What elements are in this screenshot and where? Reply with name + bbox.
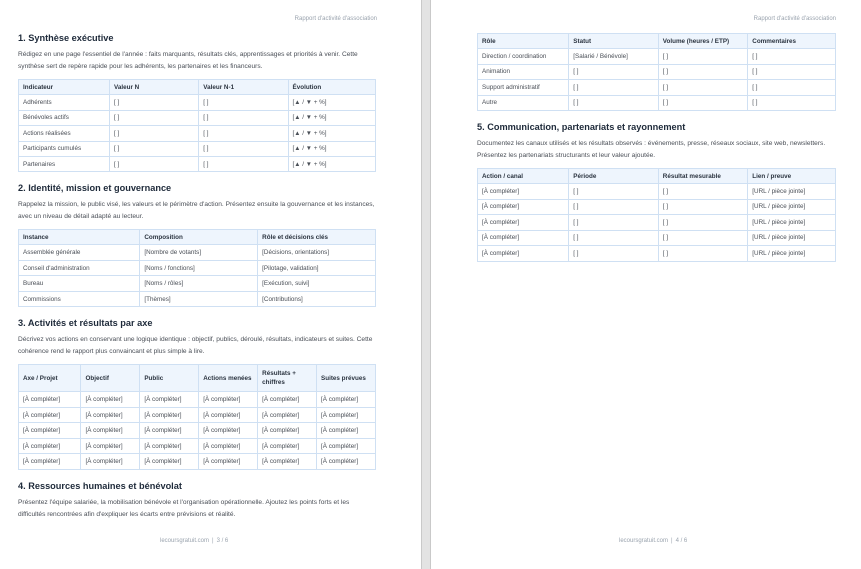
table-cell[interactable]: [ ]: [569, 230, 659, 246]
table-header-row: [19, 80, 376, 95]
column-header: Objectif: [81, 365, 140, 392]
row-label-cell: [À compléter]: [19, 423, 81, 439]
table-cell[interactable]: [ ]: [110, 110, 199, 125]
table-cell[interactable]: [ ]: [658, 215, 748, 231]
table-row: [19, 438, 376, 454]
table-row: [19, 141, 376, 156]
table-cell[interactable]: [ ]: [748, 80, 836, 96]
table-row: [19, 156, 376, 171]
table-cell[interactable]: [À compléter]: [81, 423, 140, 439]
row-label-cell: Actions réalisées: [19, 126, 110, 141]
row-label-cell: Support administratif: [478, 80, 569, 96]
footer-separator: |: [212, 538, 214, 544]
column-header: Volume (heures / ETP): [658, 34, 748, 49]
table-row: [478, 246, 836, 262]
column-header: Rôle: [478, 34, 569, 49]
column-header: Axe / Projet: [19, 365, 81, 392]
table-cell[interactable]: [À compléter]: [317, 454, 376, 470]
table-cell[interactable]: [À compléter]: [258, 438, 317, 454]
section-title: 3. Activités et résultats par axe: [18, 318, 153, 329]
table-row: [478, 215, 836, 231]
section-title: 1. Synthèse exécutive: [18, 33, 114, 43]
table-cell[interactable]: [À compléter]: [140, 438, 199, 454]
row-label-cell: Assemblée générale: [19, 245, 140, 261]
running-header: Rapport d'activité d'association: [753, 16, 836, 22]
column-header: Instance: [19, 230, 140, 245]
table-row: [478, 95, 836, 111]
table-header-row: [478, 169, 836, 184]
page-footer: [160, 538, 228, 544]
table-row: [19, 95, 376, 110]
row-label-cell: [À compléter]: [478, 184, 569, 200]
table-row: [19, 110, 376, 125]
table-cell[interactable]: [Pilotage, validation]: [258, 260, 376, 276]
row-label-cell: [À compléter]: [478, 230, 569, 246]
table-cell[interactable]: [Noms / rôles]: [140, 276, 258, 292]
table-cell[interactable]: [ ]: [658, 80, 748, 96]
table-cell[interactable]: [Thèmes]: [140, 291, 258, 307]
row-label-cell: [À compléter]: [478, 246, 569, 262]
table-cell[interactable]: [À compléter]: [81, 438, 140, 454]
governance-table: [18, 229, 376, 307]
table-cell[interactable]: [À compléter]: [81, 407, 140, 423]
table-cell[interactable]: [ ]: [110, 95, 199, 110]
table-cell[interactable]: [▲ / ▼ + %]: [288, 156, 375, 171]
table-cell[interactable]: [À compléter]: [199, 438, 258, 454]
table-cell[interactable]: [À compléter]: [140, 454, 199, 470]
table-row: [19, 454, 376, 470]
table-row: [19, 291, 376, 307]
row-label-cell: [À compléter]: [19, 438, 81, 454]
column-header: Résultats + chiffres: [258, 365, 317, 392]
table-cell[interactable]: [ ]: [569, 246, 659, 262]
table-cell[interactable]: [Nombre de votants]: [140, 245, 258, 261]
section-activities-results: [18, 317, 376, 470]
row-label-cell: Bénévoles actifs: [19, 110, 110, 125]
table-cell[interactable]: [À compléter]: [81, 454, 140, 470]
activities-table: [18, 364, 376, 470]
table-row: [19, 423, 376, 439]
column-header: Résultat mesurable: [658, 169, 748, 184]
row-label-cell: Direction / coordination: [478, 49, 569, 65]
section-description: Présentez l'équipe salariée, la mobilisation bénévole et l'organisation opérationnelle. Ajoutez les points forts et les difficultés rencontrées afin d'expliquer les écarts entre prévisions et réalité.: [18, 498, 350, 518]
table-header-row: [478, 34, 836, 49]
communication-table: [477, 168, 836, 262]
table-cell[interactable]: [URL / pièce jointe]: [748, 199, 836, 215]
table-row: [19, 407, 376, 423]
table-cell[interactable]: [ ]: [110, 126, 199, 141]
running-header: Rapport d'activité d'association: [294, 16, 377, 22]
section-identity-governance: [18, 182, 376, 307]
table-cell[interactable]: [ ]: [658, 64, 748, 80]
staff-roles-table: [477, 33, 836, 111]
row-label-cell: [À compléter]: [478, 199, 569, 215]
table-cell[interactable]: [ ]: [658, 246, 748, 262]
column-header: Période: [569, 169, 659, 184]
column-header: Évolution: [288, 80, 375, 95]
table-cell[interactable]: [ ]: [110, 141, 199, 156]
table-cell[interactable]: [ ]: [748, 49, 836, 65]
section-description: Rédigez en une page l'essentiel de l'année : faits marquants, résultats clés, apprentissages et priorités à venir. Cette synthèse sert de repère rapide pour les adhérents, les partenaires et les financeurs.: [18, 51, 358, 70]
table-row: [19, 245, 376, 261]
row-label-cell: [À compléter]: [19, 454, 81, 470]
table-cell[interactable]: [À compléter]: [140, 407, 199, 423]
column-header: Lien / preuve: [748, 169, 836, 184]
page-gutter: [421, 0, 431, 569]
table-cell[interactable]: [À compléter]: [317, 392, 376, 408]
table-cell[interactable]: [ ]: [658, 49, 748, 65]
table-cell[interactable]: [ ]: [110, 156, 199, 171]
page-number: 4 / 6: [675, 538, 688, 544]
row-label-cell: Autre: [478, 95, 569, 111]
section-description: Rappelez la mission, le public visé, les valeurs et le périmètre d'action. Présentez ensuite la gouvernance et les instances, avec un niveau de détail adapté au lecteur.: [18, 201, 375, 221]
column-header: Action / canal: [478, 169, 569, 184]
table-cell[interactable]: [À compléter]: [258, 423, 317, 439]
table-cell[interactable]: [À compléter]: [81, 392, 140, 408]
table-cell[interactable]: [À compléter]: [199, 423, 258, 439]
table-cell[interactable]: [Salarié / Bénévole]: [569, 49, 659, 65]
table-row: [478, 49, 836, 65]
table-cell[interactable]: [À compléter]: [258, 392, 317, 408]
table-cell[interactable]: [À compléter]: [317, 438, 376, 454]
table-cell[interactable]: [ ]: [658, 95, 748, 111]
column-header: Valeur N-1: [199, 80, 288, 95]
table-cell[interactable]: [À compléter]: [317, 423, 376, 439]
table-cell[interactable]: [À compléter]: [140, 423, 199, 439]
table-cell[interactable]: [À compléter]: [199, 454, 258, 470]
table-cell[interactable]: [ ]: [569, 215, 659, 231]
table-cell[interactable]: [▲ / ▼ + %]: [288, 141, 375, 156]
table-cell[interactable]: [À compléter]: [258, 407, 317, 423]
table-cell[interactable]: [URL / pièce jointe]: [748, 230, 836, 246]
table-cell[interactable]: [ ]: [748, 95, 836, 111]
page-number: 3 / 6: [216, 538, 229, 544]
table-cell[interactable]: [À compléter]: [199, 407, 258, 423]
document-page-3: [0, 0, 421, 569]
table-cell[interactable]: [ ]: [658, 199, 748, 215]
document-page-4: [431, 0, 861, 569]
column-header: Composition: [140, 230, 258, 245]
row-label-cell: Bureau: [19, 276, 140, 292]
table-row: [19, 260, 376, 276]
row-label-cell: Commissions: [19, 291, 140, 307]
indicators-table: [18, 79, 376, 172]
footer-site-link[interactable]: lecoursgratuit.com: [619, 538, 669, 544]
table-cell[interactable]: [ ]: [199, 110, 288, 125]
column-header: Statut: [569, 34, 659, 49]
page-content: [477, 33, 836, 262]
row-label-cell: Conseil d'administration: [19, 260, 140, 276]
table-cell[interactable]: [ ]: [569, 64, 659, 80]
table-cell[interactable]: [URL / pièce jointe]: [748, 215, 836, 231]
page-content: [18, 32, 376, 527]
section-executive-summary: [18, 32, 376, 172]
table-cell[interactable]: [ ]: [199, 95, 288, 110]
table-cell[interactable]: [ ]: [748, 64, 836, 80]
table-header-row: [19, 230, 376, 245]
row-label-cell: [À compléter]: [19, 392, 81, 408]
row-label-cell: Animation: [478, 64, 569, 80]
table-row: [19, 276, 376, 292]
column-header: Commentaires: [748, 34, 836, 49]
table-row: [478, 80, 836, 96]
section-description: Décrivez vos actions en conservant une logique identique : objectif, publics, déroulé, résultats, indicateurs et suites. Cette cohérence rend le rapport plus convaincant et plus simple à lire.: [18, 336, 373, 356]
table-cell[interactable]: [À compléter]: [140, 392, 199, 408]
section-title: 4. Ressources humaines et bénévolat: [18, 480, 182, 491]
footer-separator: |: [671, 538, 673, 544]
table-row: [19, 392, 376, 408]
table-cell[interactable]: [ ]: [569, 80, 659, 96]
table-cell[interactable]: [ ]: [569, 184, 659, 200]
table-row: [478, 184, 836, 200]
row-label-cell: Partenaires: [19, 156, 110, 171]
column-header: Suites prévues: [317, 365, 376, 392]
table-cell[interactable]: [Décisions, orientations]: [258, 245, 376, 261]
table-cell[interactable]: [ ]: [569, 199, 659, 215]
row-label-cell: [À compléter]: [19, 407, 81, 423]
table-cell[interactable]: [ ]: [569, 95, 659, 111]
section-title: 2. Identité, mission et gouvernance: [18, 183, 172, 194]
section-human-resources: [18, 480, 376, 521]
section-title: 5. Communication, partenariats et rayonnement: [477, 122, 686, 132]
page-footer: [619, 538, 687, 544]
table-cell[interactable]: [À compléter]: [317, 407, 376, 423]
table-cell[interactable]: [Contributions]: [258, 291, 376, 307]
table-header-row: [19, 365, 376, 392]
row-label-cell: [À compléter]: [478, 215, 569, 231]
table-cell[interactable]: [▲ / ▼ + %]: [288, 110, 375, 125]
row-label-cell: Adhérents: [19, 95, 110, 110]
table-cell[interactable]: [Exécution, suivi]: [258, 276, 376, 292]
column-header: Actions menées: [199, 365, 258, 392]
table-cell[interactable]: [ ]: [199, 126, 288, 141]
table-cell[interactable]: [À compléter]: [258, 454, 317, 470]
table-cell[interactable]: [ ]: [658, 230, 748, 246]
table-cell[interactable]: [▲ / ▼ + %]: [288, 95, 375, 110]
table-cell[interactable]: [URL / pièce jointe]: [748, 184, 836, 200]
table-row: [478, 64, 836, 80]
section-communication-partnerships: [477, 121, 836, 262]
table-row: [478, 199, 836, 215]
row-label-cell: Participants cumulés: [19, 141, 110, 156]
table-row: [19, 126, 376, 141]
table-cell[interactable]: [▲ / ▼ + %]: [288, 126, 375, 141]
table-cell[interactable]: [Noms / fonctions]: [140, 260, 258, 276]
section-description: Documentez les canaux utilisés et les résultats observés : événements, presse, réseaux sociaux, site web, newsletters. Présentez les partenariats structurants et leur valeur ajoutée.: [477, 140, 826, 159]
table-cell[interactable]: [URL / pièce jointe]: [748, 246, 836, 262]
table-row: [478, 230, 836, 246]
column-header: Public: [140, 365, 199, 392]
table-cell[interactable]: [À compléter]: [199, 392, 258, 408]
table-cell[interactable]: [ ]: [199, 156, 288, 171]
column-header: Valeur N: [110, 80, 199, 95]
footer-site-link[interactable]: lecoursgratuit.com: [160, 538, 210, 544]
column-header: Rôle et décisions clés: [258, 230, 376, 245]
column-header: Indicateur: [19, 80, 110, 95]
table-cell[interactable]: [ ]: [199, 141, 288, 156]
table-cell[interactable]: [ ]: [658, 184, 748, 200]
